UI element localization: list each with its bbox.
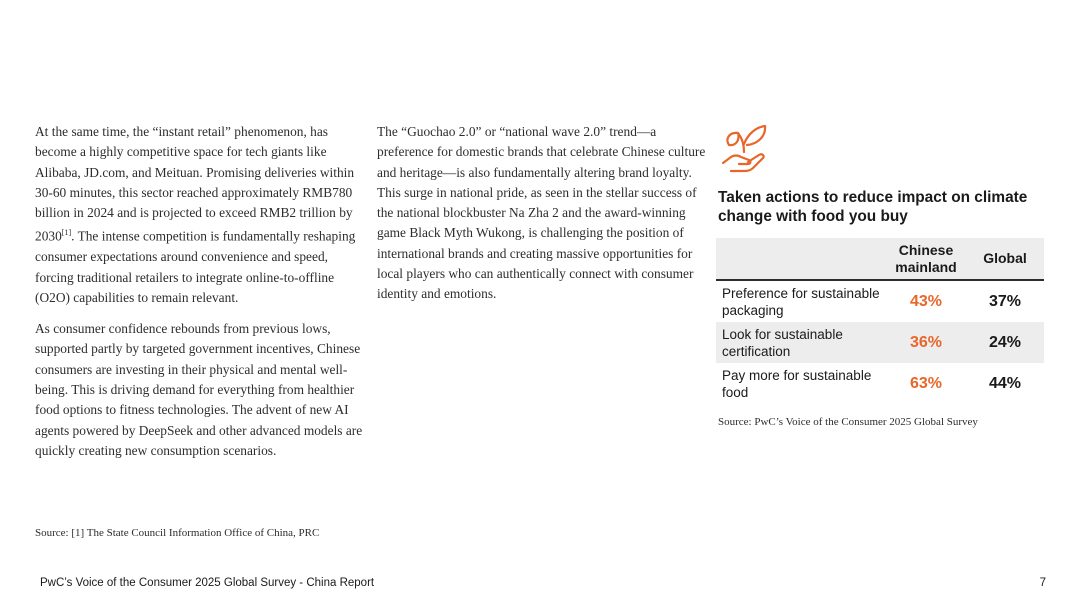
page-number: 7 — [1039, 577, 1046, 589]
paragraph-instant-retail: At the same time, the “instant retail” phenomenon, has become a highly competitive space for tech giants like Alibaba, JD.com, and Meituan. Promising deliveries within 30-60 minutes, this sector reached approximately RMB780 billion in 2024 and is projected to exceed RMB2 trillion by 2030[1]. The intense competition is fundamentally reshaping consumer expectations around convenience and speed, forcing traditional retailers to integrate online-to-offline (O2O) capabilities to remain relevant. — [35, 124, 356, 305]
header-global: Global — [983, 250, 1027, 266]
survey-table — [716, 238, 1044, 404]
paragraph-consumer-confidence: As consumer confidence rebounds from previous lows, supported partly by targeted government incentives, Chinese consumers are investing in their physical and mental well-being. This is driving demand for everything from healthier food options to fitness technologies. The advent of new AI agents powered by DeepSeek and other advanced models are quickly creating new consumption scenarios. — [35, 321, 363, 458]
table-row — [716, 322, 1044, 363]
chinese-mainland-value: 63% — [909, 374, 943, 392]
chinese-mainland-value: 36% — [909, 333, 943, 351]
global-value: 44% — [988, 374, 1022, 392]
table-row — [716, 281, 1044, 322]
row-label: Preference for sustainable packaging — [722, 285, 880, 318]
chinese-mainland-value: 43% — [909, 292, 943, 310]
row-label: Pay more for sustainable food — [722, 367, 872, 400]
global-value: 24% — [988, 333, 1022, 351]
survey-title: Taken actions to reduce impact on climate change with food you buy — [718, 189, 1028, 225]
row-label: Look for sustainable certification — [722, 326, 843, 359]
header-chinese-mainland: Chinese mainland — [895, 241, 957, 275]
middle-text-column — [377, 122, 707, 316]
paragraph-guochao: The “Guochao 2.0” or “national wave 2.0” trend—a preference for domestic brands that celebrate Chinese culture and heritage—is also fundamentally altering brand loyalty. This surge in national pride, as seen in the stellar success of the national blockbuster Na Zha 2 and the award-winning game Black Myth Wukong, is challenging the position of international brands and creating massive opportunities for local players who can authentically connect with consumer identity and emotions. — [377, 124, 706, 302]
survey-source: Source: PwC’s Voice of the Consumer 2025 Global Survey — [718, 416, 978, 428]
table-row — [716, 363, 1044, 404]
footer-report-title: PwC’s Voice of the Consumer 2025 Global Survey - China Report — [40, 577, 375, 589]
plant-in-hand-icon — [720, 122, 770, 174]
footnote-source: Source: [1] The State Council Information Office of China, PRC — [35, 527, 320, 539]
footnote-marker: [1] — [61, 228, 72, 238]
table-header — [716, 238, 1044, 281]
header-label-cell — [716, 238, 886, 279]
global-value: 37% — [988, 292, 1022, 310]
left-text-column — [35, 122, 365, 472]
